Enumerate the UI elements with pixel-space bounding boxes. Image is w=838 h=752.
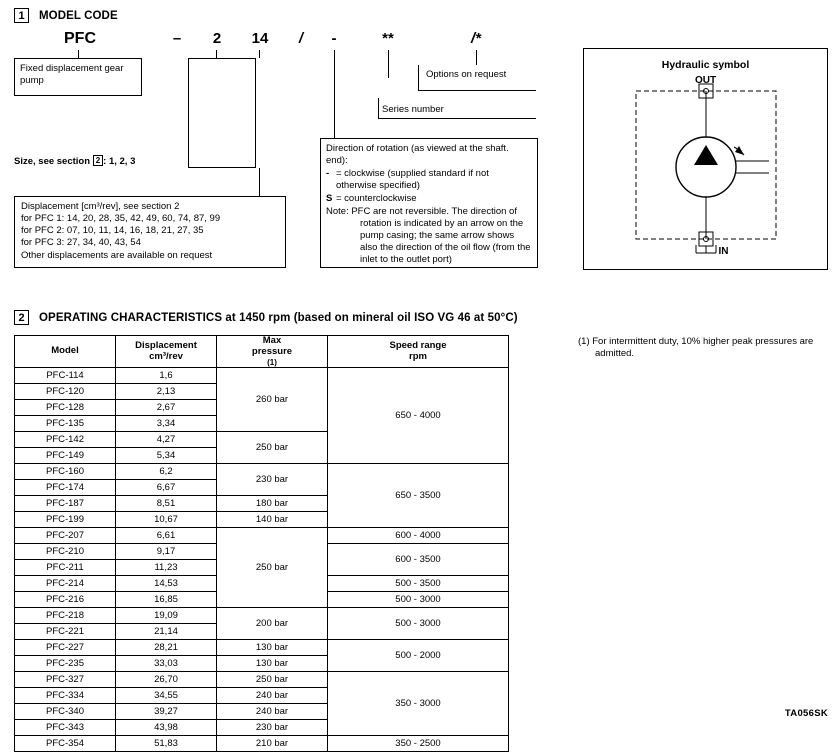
cell-model: PFC-216	[15, 592, 116, 608]
table-row	[15, 672, 509, 688]
footnote-1	[578, 336, 828, 361]
table-header-pressure-line1: Max	[262, 335, 282, 346]
cell-model: PFC-218	[15, 608, 116, 624]
section-1-header	[14, 8, 118, 23]
callout-displacement-line-2: for PFC 2: 07, 10, 11, 14, 16, 18, 21, 27, 35	[21, 225, 204, 237]
cell-model: PFC-174	[15, 480, 116, 496]
callout-series-leftrule	[378, 98, 379, 118]
cell-speed-range: 650 - 3500	[328, 464, 509, 528]
cell-model: PFC-327	[15, 672, 116, 688]
leader-line-pfc	[78, 50, 79, 58]
cell-displacement: 4,27	[116, 432, 217, 448]
cell-displacement: 2,13	[116, 384, 217, 400]
callout-options-text: Options on request	[426, 69, 507, 80]
cell-speed-range: 600 - 4000	[328, 528, 509, 544]
cell-speed-range: 350 - 2500	[328, 736, 509, 752]
callout-rotation-cw	[326, 168, 532, 192]
cell-max-pressure: 180 bar	[217, 496, 328, 512]
cell-speed-range: 500 - 3000	[328, 592, 509, 608]
callout-displacement-line-4: Other displacements are available on request	[21, 249, 213, 261]
cell-max-pressure: 250 bar	[217, 672, 328, 688]
cell-model: PFC-199	[15, 512, 116, 528]
callout-rotation-cw-symbol: -	[326, 168, 330, 180]
table-header-displacement-line2: cm³/rev	[149, 350, 183, 362]
cell-speed-range: 650 - 4000	[328, 368, 509, 464]
callout-rotation-ccw	[326, 193, 532, 205]
cell-displacement: 28,21	[116, 640, 217, 656]
leader-line-size	[216, 50, 217, 58]
table-row	[15, 736, 509, 752]
callout-options-underline	[418, 90, 536, 91]
cell-max-pressure: 230 bar	[217, 720, 328, 736]
footnote-1-text: (1) For intermittent duty, 10% higher peak pressures are admitted.	[578, 336, 814, 360]
table-header-pressure-line2: pressure	[251, 345, 293, 357]
hydraulic-symbol-title: Hydraulic symbol	[661, 59, 750, 71]
cell-model: PFC-114	[15, 368, 116, 384]
cell-displacement: 34,55	[116, 688, 217, 704]
cell-displacement: 14,53	[116, 576, 217, 592]
cell-max-pressure: 250 bar	[217, 432, 328, 464]
cell-model: PFC-340	[15, 704, 116, 720]
cell-model: PFC-214	[15, 576, 116, 592]
cell-displacement: 1,6	[116, 368, 217, 384]
table-header-pressure	[217, 336, 328, 368]
callout-rotation-note: Note: PFC are not reversible. The direction of rotation is indicated by an arrow on the pump casing; the same arrow shows also the direction of the oil flow (from the inlet to the outlet port)	[326, 205, 531, 266]
leader-line-series	[388, 50, 389, 78]
cell-speed-range: 500 - 2000	[328, 640, 509, 672]
code-token-slash: /	[298, 30, 304, 47]
cell-displacement: 11,23	[116, 560, 217, 576]
leader-line-rotation	[334, 50, 335, 138]
callout-rotation-cw-text: = clockwise (supplied standard if not otherwise specified)	[336, 168, 489, 192]
callout-options	[418, 65, 536, 91]
cell-displacement: 10,67	[116, 512, 217, 528]
cell-model: PFC-354	[15, 736, 116, 752]
cell-max-pressure: 230 bar	[217, 464, 328, 496]
cell-displacement: 39,27	[116, 704, 217, 720]
cell-model: PFC-149	[15, 448, 116, 464]
cell-displacement: 26,70	[116, 672, 217, 688]
cell-displacement: 8,51	[116, 496, 217, 512]
cell-displacement: 51,83	[116, 736, 217, 752]
cell-displacement: 9,17	[116, 544, 217, 560]
table-row	[15, 464, 509, 480]
table-header-pressure-footnote: (1)	[267, 357, 277, 367]
cell-max-pressure: 240 bar	[217, 688, 328, 704]
cell-displacement: 33,03	[116, 656, 217, 672]
cell-displacement: 21,14	[116, 624, 217, 640]
cell-speed-range: 350 - 3000	[328, 672, 509, 736]
document-code: TA056SK	[784, 708, 828, 719]
callout-displacement-line-3: for PFC 3: 27, 34, 40, 43, 54	[21, 237, 141, 249]
callout-displacement	[14, 196, 286, 268]
cell-displacement: 6,67	[116, 480, 217, 496]
hydraulic-symbol-drawing	[584, 49, 827, 269]
leader-line-options	[476, 50, 477, 65]
cell-max-pressure: 130 bar	[217, 656, 328, 672]
cell-model: PFC-142	[15, 432, 116, 448]
table-header-model: Model	[15, 336, 116, 368]
leader-line-displacement	[259, 50, 260, 58]
callout-pump-type	[14, 58, 142, 96]
table-header-displacement-line1: Displacement	[135, 339, 197, 351]
section-2-title: OPERATING CHARACTERISTICS at 1450 rpm (based on mineral oil ISO VG 46 at 50°C)	[39, 311, 518, 324]
cell-displacement: 3,34	[116, 416, 217, 432]
cell-max-pressure: 250 bar	[217, 528, 328, 608]
cell-model: PFC-207	[15, 528, 116, 544]
cell-displacement: 6,2	[116, 464, 217, 480]
callout-rotation-ccw-text: = counterclockwise	[336, 192, 417, 204]
leader-line-displacement-2	[259, 168, 260, 196]
hydraulic-symbol-panel	[583, 48, 828, 270]
cell-max-pressure: 240 bar	[217, 704, 328, 720]
callout-series-text: Series number	[382, 104, 444, 115]
hydraulic-symbol-in-label: IN	[718, 246, 729, 257]
cell-max-pressure: 210 bar	[217, 736, 328, 752]
code-token-displacement: 14	[251, 30, 269, 47]
cell-model: PFC-227	[15, 640, 116, 656]
code-token-rotation: -	[331, 30, 337, 47]
cell-model: PFC-135	[15, 416, 116, 432]
cell-displacement: 43,98	[116, 720, 217, 736]
code-token-pfc: PFC	[64, 30, 96, 47]
table-header-speed	[328, 336, 509, 368]
callout-rotation-ccw-symbol: S	[326, 192, 333, 204]
cell-speed-range: 600 - 3500	[328, 544, 509, 576]
section-1-number: 1	[14, 8, 29, 23]
cell-model: PFC-210	[15, 544, 116, 560]
cell-displacement: 5,34	[116, 448, 217, 464]
section-2-header	[14, 310, 518, 325]
cell-max-pressure: 140 bar	[217, 512, 328, 528]
cell-model: PFC-128	[15, 400, 116, 416]
table-row	[15, 608, 509, 624]
callout-displacement-title: Displacement [cm³/rev], see section 2	[21, 201, 180, 212]
table-header-displacement	[116, 336, 217, 368]
cell-displacement: 2,67	[116, 400, 217, 416]
table-row	[15, 528, 509, 544]
cell-displacement: 6,61	[116, 528, 217, 544]
table-row	[15, 640, 509, 656]
cell-displacement: 16,85	[116, 592, 217, 608]
callout-displacement-line-1: for PFC 1: 14, 20, 28, 35, 42, 49, 60, 74, 87, 99	[21, 213, 221, 225]
callout-rotation-title: Direction of rotation (as viewed at the shaft. end):	[326, 143, 509, 167]
callout-series-underline	[378, 118, 536, 119]
hydraulic-symbol-out-label: OUT	[694, 75, 717, 86]
cell-model: PFC-235	[15, 656, 116, 672]
code-token-dash: –	[172, 30, 182, 47]
cell-max-pressure: 200 bar	[217, 608, 328, 640]
callout-pump-type-text: Fixed displacement gear pump	[20, 63, 124, 87]
cell-model: PFC-120	[15, 384, 116, 400]
table-header-row	[15, 336, 509, 368]
code-token-size: 2	[212, 30, 222, 47]
code-token-series: **	[382, 30, 394, 47]
cell-model: PFC-211	[15, 560, 116, 576]
cell-max-pressure: 130 bar	[217, 640, 328, 656]
callout-rotation	[320, 138, 538, 268]
cell-model: PFC-160	[15, 464, 116, 480]
table-header-speed-line1: Speed range	[389, 339, 447, 351]
cell-speed-range: 500 - 3000	[328, 608, 509, 640]
table-header-speed-line2: rpm	[409, 350, 427, 362]
callout-size-label: Size, see section 2 : 1, 2, 3	[14, 156, 136, 167]
cell-speed-range: 500 - 3500	[328, 576, 509, 592]
code-token-options: /*	[470, 30, 481, 47]
cell-model: PFC-221	[15, 624, 116, 640]
callout-options-leftrule	[418, 65, 419, 91]
section-2-number: 2	[14, 310, 29, 325]
cell-model: PFC-334	[15, 688, 116, 704]
callout-size	[188, 58, 256, 168]
cell-displacement: 19,09	[116, 608, 217, 624]
section-1-title: MODEL CODE	[39, 9, 118, 22]
operating-characteristics-table	[14, 335, 509, 752]
cell-model: PFC-343	[15, 720, 116, 736]
table-row	[15, 368, 509, 384]
cell-max-pressure: 260 bar	[217, 368, 328, 432]
cell-model: PFC-187	[15, 496, 116, 512]
